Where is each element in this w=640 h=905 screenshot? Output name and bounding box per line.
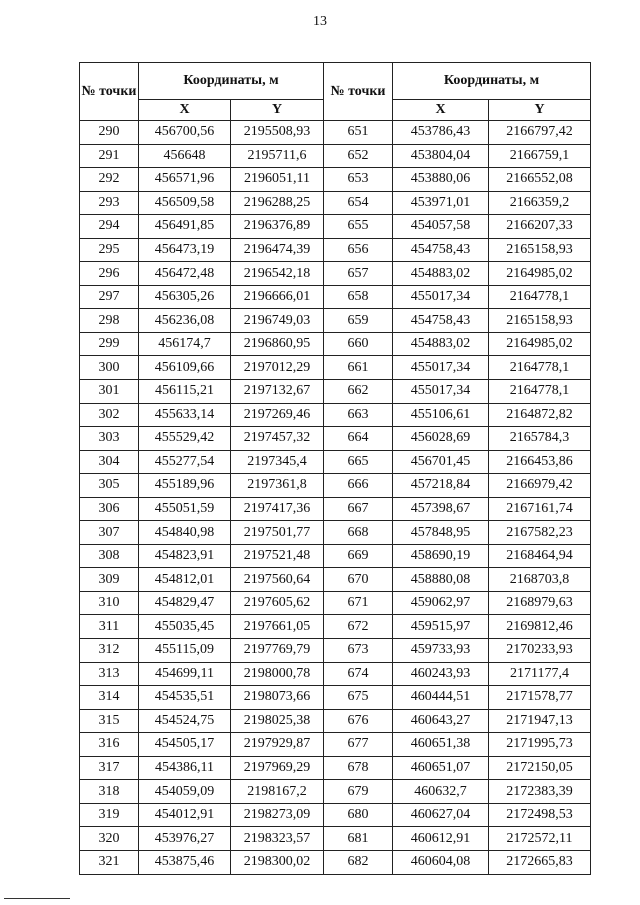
point-number-cell: 318 <box>80 780 139 804</box>
point-number-cell: 294 <box>80 215 139 239</box>
y-coordinate-cell: 2166359,2 <box>489 191 591 215</box>
table-row <box>80 827 591 851</box>
point-number-cell: 310 <box>80 591 139 615</box>
point-number-cell: 673 <box>324 639 393 663</box>
point-number-cell: 659 <box>324 309 393 333</box>
point-number-cell: 672 <box>324 615 393 639</box>
x-coordinate-cell: 459733,93 <box>393 639 489 663</box>
x-coordinate-cell: 454535,51 <box>139 686 231 710</box>
point-number-cell: 305 <box>80 474 139 498</box>
y-coordinate-cell: 2197501,77 <box>231 521 324 545</box>
x-coordinate-cell: 455017,34 <box>393 380 489 404</box>
point-number-cell: 306 <box>80 497 139 521</box>
x-coordinate-cell: 459062,97 <box>393 591 489 615</box>
table-row <box>80 756 591 780</box>
x-coordinate-cell: 456472,48 <box>139 262 231 286</box>
point-number-cell: 316 <box>80 733 139 757</box>
x-coordinate-cell: 456473,19 <box>139 238 231 262</box>
y-coordinate-cell: 2171995,73 <box>489 733 591 757</box>
point-number-cell: 681 <box>324 827 393 851</box>
coordinates-table <box>79 62 591 875</box>
point-number-cell: 308 <box>80 544 139 568</box>
point-number-cell: 304 <box>80 450 139 474</box>
header-y-left: Y <box>231 100 324 121</box>
y-coordinate-cell: 2198073,66 <box>231 686 324 710</box>
y-coordinate-cell: 2165784,3 <box>489 427 591 451</box>
point-number-cell: 665 <box>324 450 393 474</box>
x-coordinate-cell: 460612,91 <box>393 827 489 851</box>
point-number-cell: 678 <box>324 756 393 780</box>
y-coordinate-cell: 2198025,38 <box>231 709 324 733</box>
header-point-number-left: № точки <box>80 63 139 121</box>
y-coordinate-cell: 2196542,18 <box>231 262 324 286</box>
y-coordinate-cell: 2197929,87 <box>231 733 324 757</box>
table-row <box>80 144 591 168</box>
table-row <box>80 709 591 733</box>
y-coordinate-cell: 2196666,01 <box>231 285 324 309</box>
x-coordinate-cell: 454823,91 <box>139 544 231 568</box>
x-coordinate-cell: 460604,08 <box>393 850 489 874</box>
point-number-cell: 660 <box>324 332 393 356</box>
y-coordinate-cell: 2172498,53 <box>489 803 591 827</box>
table-row <box>80 497 591 521</box>
point-number-cell: 299 <box>80 332 139 356</box>
point-number-cell: 677 <box>324 733 393 757</box>
y-coordinate-cell: 2164985,02 <box>489 332 591 356</box>
y-coordinate-cell: 2197417,36 <box>231 497 324 521</box>
y-coordinate-cell: 2172150,05 <box>489 756 591 780</box>
x-coordinate-cell: 455115,09 <box>139 639 231 663</box>
point-number-cell: 675 <box>324 686 393 710</box>
table-row <box>80 450 591 474</box>
y-coordinate-cell: 2168979,63 <box>489 591 591 615</box>
point-number-cell: 656 <box>324 238 393 262</box>
x-coordinate-cell: 454812,01 <box>139 568 231 592</box>
header-coordinates-left: Координаты, м <box>139 63 324 100</box>
point-number-cell: 321 <box>80 850 139 874</box>
point-number-cell: 292 <box>80 168 139 192</box>
y-coordinate-cell: 2165158,93 <box>489 309 591 333</box>
table-row <box>80 403 591 427</box>
y-coordinate-cell: 2168703,8 <box>489 568 591 592</box>
x-coordinate-cell: 456700,56 <box>139 121 231 145</box>
x-coordinate-cell: 454505,17 <box>139 733 231 757</box>
x-coordinate-cell: 455106,61 <box>393 403 489 427</box>
x-coordinate-cell: 453971,01 <box>393 191 489 215</box>
x-coordinate-cell: 458880,08 <box>393 568 489 592</box>
y-coordinate-cell: 2172665,83 <box>489 850 591 874</box>
x-coordinate-cell: 456109,66 <box>139 356 231 380</box>
x-coordinate-cell: 460651,07 <box>393 756 489 780</box>
x-coordinate-cell: 454012,91 <box>139 803 231 827</box>
x-coordinate-cell: 455035,45 <box>139 615 231 639</box>
table-row <box>80 285 591 309</box>
x-coordinate-cell: 455017,34 <box>393 285 489 309</box>
point-number-cell: 667 <box>324 497 393 521</box>
y-coordinate-cell: 2164778,1 <box>489 380 591 404</box>
point-number-cell: 314 <box>80 686 139 710</box>
y-coordinate-cell: 2165158,93 <box>489 238 591 262</box>
y-coordinate-cell: 2170233,93 <box>489 639 591 663</box>
header-y-right: Y <box>489 100 591 121</box>
table-row <box>80 568 591 592</box>
y-coordinate-cell: 2164778,1 <box>489 285 591 309</box>
point-number-cell: 680 <box>324 803 393 827</box>
table-row <box>80 427 591 451</box>
y-coordinate-cell: 2195711,6 <box>231 144 324 168</box>
x-coordinate-cell: 454524,75 <box>139 709 231 733</box>
point-number-cell: 661 <box>324 356 393 380</box>
point-number-cell: 302 <box>80 403 139 427</box>
table-row <box>80 238 591 262</box>
x-coordinate-cell: 460627,04 <box>393 803 489 827</box>
x-coordinate-cell: 454699,11 <box>139 662 231 686</box>
point-number-cell: 295 <box>80 238 139 262</box>
y-coordinate-cell: 2197361,8 <box>231 474 324 498</box>
table-row <box>80 215 591 239</box>
point-number-cell: 668 <box>324 521 393 545</box>
x-coordinate-cell: 453786,43 <box>393 121 489 145</box>
y-coordinate-cell: 2164872,82 <box>489 403 591 427</box>
y-coordinate-cell: 2166552,08 <box>489 168 591 192</box>
y-coordinate-cell: 2197560,64 <box>231 568 324 592</box>
table-row <box>80 121 591 145</box>
x-coordinate-cell: 455633,14 <box>139 403 231 427</box>
y-coordinate-cell: 2198273,09 <box>231 803 324 827</box>
point-number-cell: 313 <box>80 662 139 686</box>
point-number-cell: 682 <box>324 850 393 874</box>
x-coordinate-cell: 456236,08 <box>139 309 231 333</box>
x-coordinate-cell: 455277,54 <box>139 450 231 474</box>
y-coordinate-cell: 2196288,25 <box>231 191 324 215</box>
point-number-cell: 293 <box>80 191 139 215</box>
x-coordinate-cell: 459515,97 <box>393 615 489 639</box>
point-number-cell: 312 <box>80 639 139 663</box>
x-coordinate-cell: 454059,09 <box>139 780 231 804</box>
point-number-cell: 666 <box>324 474 393 498</box>
y-coordinate-cell: 2197457,32 <box>231 427 324 451</box>
table-row <box>80 332 591 356</box>
y-coordinate-cell: 2171578,77 <box>489 686 591 710</box>
x-coordinate-cell: 454386,11 <box>139 756 231 780</box>
x-coordinate-cell: 454840,98 <box>139 521 231 545</box>
y-coordinate-cell: 2195508,93 <box>231 121 324 145</box>
point-number-cell: 301 <box>80 380 139 404</box>
point-number-cell: 662 <box>324 380 393 404</box>
y-coordinate-cell: 2196376,89 <box>231 215 324 239</box>
x-coordinate-cell: 456701,45 <box>393 450 489 474</box>
point-number-cell: 320 <box>80 827 139 851</box>
table-row <box>80 521 591 545</box>
table-row <box>80 309 591 333</box>
table-row <box>80 544 591 568</box>
table-row <box>80 356 591 380</box>
x-coordinate-cell: 453976,27 <box>139 827 231 851</box>
point-number-cell: 303 <box>80 427 139 451</box>
point-number-cell: 309 <box>80 568 139 592</box>
point-number-cell: 676 <box>324 709 393 733</box>
y-coordinate-cell: 2197969,29 <box>231 756 324 780</box>
x-coordinate-cell: 457848,95 <box>393 521 489 545</box>
point-number-cell: 317 <box>80 756 139 780</box>
x-coordinate-cell: 455051,59 <box>139 497 231 521</box>
table-row <box>80 591 591 615</box>
x-coordinate-cell: 453804,04 <box>393 144 489 168</box>
point-number-cell: 671 <box>324 591 393 615</box>
point-number-cell: 319 <box>80 803 139 827</box>
point-number-cell: 300 <box>80 356 139 380</box>
x-coordinate-cell: 454758,43 <box>393 238 489 262</box>
table-row <box>80 850 591 874</box>
x-coordinate-cell: 456305,26 <box>139 285 231 309</box>
x-coordinate-cell: 457398,67 <box>393 497 489 521</box>
table-row <box>80 803 591 827</box>
y-coordinate-cell: 2198300,02 <box>231 850 324 874</box>
y-coordinate-cell: 2197012,29 <box>231 356 324 380</box>
x-coordinate-cell: 456648 <box>139 144 231 168</box>
y-coordinate-cell: 2169812,46 <box>489 615 591 639</box>
y-coordinate-cell: 2166453,86 <box>489 450 591 474</box>
y-coordinate-cell: 2198000,78 <box>231 662 324 686</box>
point-number-cell: 653 <box>324 168 393 192</box>
table-row <box>80 380 591 404</box>
x-coordinate-cell: 458690,19 <box>393 544 489 568</box>
x-coordinate-cell: 460243,93 <box>393 662 489 686</box>
point-number-cell: 298 <box>80 309 139 333</box>
header-x-right: X <box>393 100 489 121</box>
header-x-left: X <box>139 100 231 121</box>
table-row <box>80 168 591 192</box>
y-coordinate-cell: 2168464,94 <box>489 544 591 568</box>
table-row <box>80 474 591 498</box>
x-coordinate-cell: 456115,21 <box>139 380 231 404</box>
y-coordinate-cell: 2198323,57 <box>231 827 324 851</box>
x-coordinate-cell: 455017,34 <box>393 356 489 380</box>
y-coordinate-cell: 2166979,42 <box>489 474 591 498</box>
table-row <box>80 191 591 215</box>
table-row <box>80 686 591 710</box>
x-coordinate-cell: 455189,96 <box>139 474 231 498</box>
y-coordinate-cell: 2166207,33 <box>489 215 591 239</box>
y-coordinate-cell: 2197269,46 <box>231 403 324 427</box>
header-coordinates-right: Координаты, м <box>393 63 591 100</box>
x-coordinate-cell: 456509,58 <box>139 191 231 215</box>
point-number-cell: 651 <box>324 121 393 145</box>
y-coordinate-cell: 2164985,02 <box>489 262 591 286</box>
point-number-cell: 658 <box>324 285 393 309</box>
point-number-cell: 296 <box>80 262 139 286</box>
point-number-cell: 291 <box>80 144 139 168</box>
y-coordinate-cell: 2197605,62 <box>231 591 324 615</box>
table-row <box>80 780 591 804</box>
y-coordinate-cell: 2196051,11 <box>231 168 324 192</box>
page-number: 13 <box>313 14 327 29</box>
y-coordinate-cell: 2197661,05 <box>231 615 324 639</box>
point-number-cell: 670 <box>324 568 393 592</box>
x-coordinate-cell: 456571,96 <box>139 168 231 192</box>
point-number-cell: 655 <box>324 215 393 239</box>
x-coordinate-cell: 460444,51 <box>393 686 489 710</box>
point-number-cell: 652 <box>324 144 393 168</box>
table-row <box>80 615 591 639</box>
point-number-cell: 664 <box>324 427 393 451</box>
point-number-cell: 297 <box>80 285 139 309</box>
y-coordinate-cell: 2164778,1 <box>489 356 591 380</box>
x-coordinate-cell: 454829,47 <box>139 591 231 615</box>
point-number-cell: 669 <box>324 544 393 568</box>
x-coordinate-cell: 460643,27 <box>393 709 489 733</box>
x-coordinate-cell: 454883,02 <box>393 332 489 356</box>
x-coordinate-cell: 454057,58 <box>393 215 489 239</box>
y-coordinate-cell: 2196749,03 <box>231 309 324 333</box>
y-coordinate-cell: 2197132,67 <box>231 380 324 404</box>
point-number-cell: 657 <box>324 262 393 286</box>
table-row <box>80 733 591 757</box>
point-number-cell: 307 <box>80 521 139 545</box>
y-coordinate-cell: 2172572,11 <box>489 827 591 851</box>
point-number-cell: 290 <box>80 121 139 145</box>
x-coordinate-cell: 460632,7 <box>393 780 489 804</box>
point-number-cell: 679 <box>324 780 393 804</box>
x-coordinate-cell: 455529,42 <box>139 427 231 451</box>
y-coordinate-cell: 2171177,4 <box>489 662 591 686</box>
header-point-number-right: № точки <box>324 63 393 121</box>
y-coordinate-cell: 2166797,42 <box>489 121 591 145</box>
point-number-cell: 654 <box>324 191 393 215</box>
table-row <box>80 262 591 286</box>
x-coordinate-cell: 460651,38 <box>393 733 489 757</box>
y-coordinate-cell: 2197769,79 <box>231 639 324 663</box>
x-coordinate-cell: 457218,84 <box>393 474 489 498</box>
point-number-cell: 311 <box>80 615 139 639</box>
point-number-cell: 315 <box>80 709 139 733</box>
y-coordinate-cell: 2197345,4 <box>231 450 324 474</box>
y-coordinate-cell: 2172383,39 <box>489 780 591 804</box>
x-coordinate-cell: 453875,46 <box>139 850 231 874</box>
y-coordinate-cell: 2196860,95 <box>231 332 324 356</box>
table-body <box>80 121 591 875</box>
table-row <box>80 662 591 686</box>
table-row <box>80 639 591 663</box>
x-coordinate-cell: 453880,06 <box>393 168 489 192</box>
y-coordinate-cell: 2197521,48 <box>231 544 324 568</box>
y-coordinate-cell: 2196474,39 <box>231 238 324 262</box>
y-coordinate-cell: 2166759,1 <box>489 144 591 168</box>
point-number-cell: 663 <box>324 403 393 427</box>
x-coordinate-cell: 456028,69 <box>393 427 489 451</box>
x-coordinate-cell: 454758,43 <box>393 309 489 333</box>
footnote-rule <box>4 898 70 899</box>
x-coordinate-cell: 456174,7 <box>139 332 231 356</box>
y-coordinate-cell: 2167582,23 <box>489 521 591 545</box>
y-coordinate-cell: 2171947,13 <box>489 709 591 733</box>
x-coordinate-cell: 454883,02 <box>393 262 489 286</box>
y-coordinate-cell: 2167161,74 <box>489 497 591 521</box>
y-coordinate-cell: 2198167,2 <box>231 780 324 804</box>
x-coordinate-cell: 456491,85 <box>139 215 231 239</box>
point-number-cell: 674 <box>324 662 393 686</box>
